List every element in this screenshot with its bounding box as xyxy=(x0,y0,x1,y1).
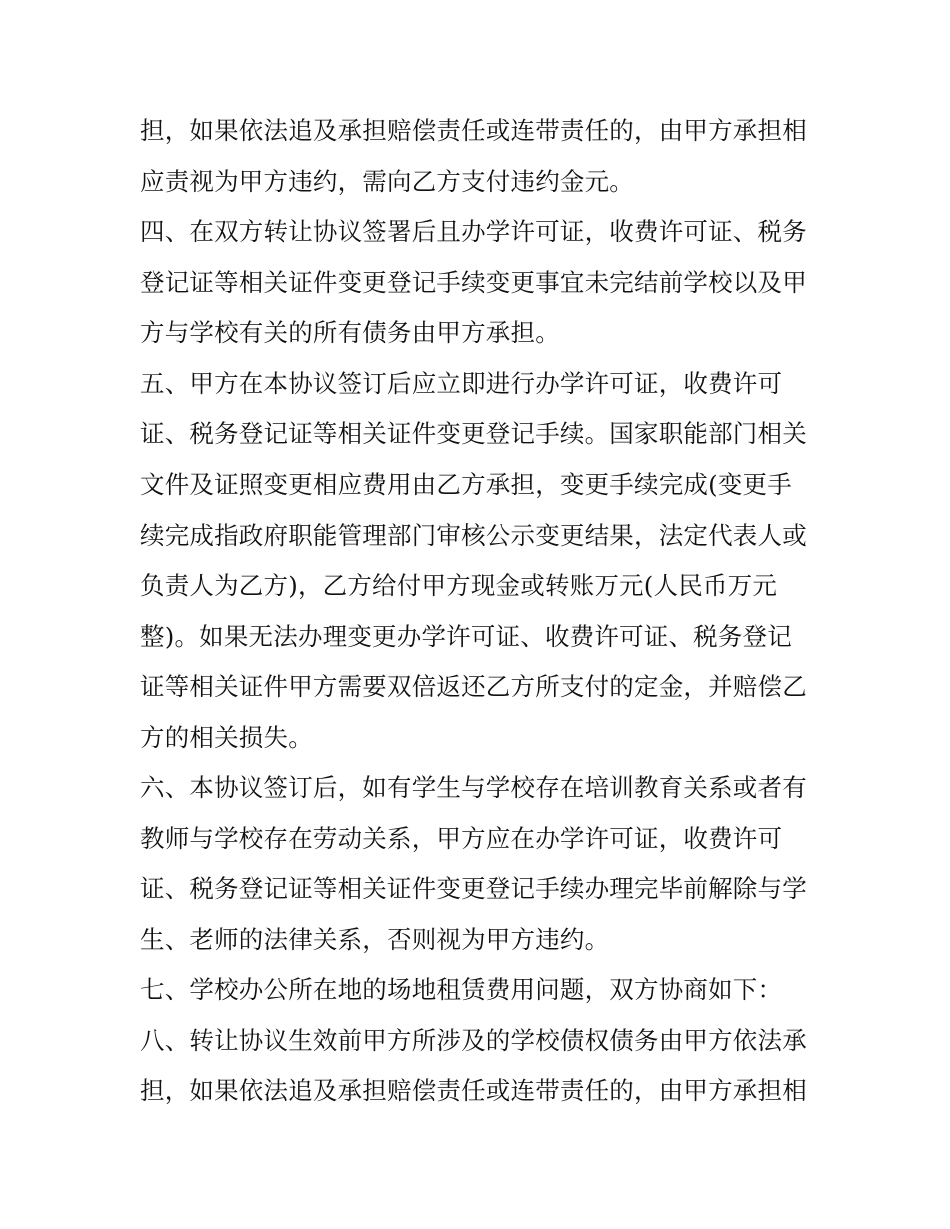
text-line: 证、税务登记证等相关证件变更登记手续。国家职能部门相关 xyxy=(140,419,807,448)
text-line: 证等相关证件甲方需要双倍返还乙方所支付的定金，并赔偿乙 xyxy=(140,672,807,701)
text-line: 五、甲方在本协议签订后应立即进行办学许可证，收费许可 xyxy=(140,369,783,398)
text-line: 担，如果依法追及承担赔偿责任或连带责任的，由甲方承担相 xyxy=(140,116,807,145)
text-line: 方与学校有关的所有债务由甲方承担。 xyxy=(140,318,560,347)
text-line: 四、在双方转让协议签署后且办学许可证，收费许可证、税务 xyxy=(140,217,807,246)
text-line: 续完成指政府职能管理部门审核公示变更结果，法定代表人或 xyxy=(140,521,807,550)
text-line: 整)。如果无法办理变更办学许可证、收费许可证、税务登记 xyxy=(140,622,792,651)
text-line: 登记证等相关证件变更登记手续变更事宜未完结前学校以及甲 xyxy=(140,268,807,297)
text-line: 生、老师的法律关系，否则视为甲方违约。 xyxy=(140,925,610,954)
text-line: 教师与学校存在劳动关系，甲方应在办学许可证，收费许可 xyxy=(140,824,783,853)
text-line: 应责视为甲方违约，需向乙方支付违约金元。 xyxy=(140,167,634,196)
text-line: 负责人为乙方)，乙方给付甲方现金或转账万元(人民币万元 xyxy=(140,571,778,600)
text-line: 担，如果依法追及承担赔偿责任或连带责任的，由甲方承担相 xyxy=(140,1076,807,1105)
text-line: 文件及证照变更相应费用由乙方承担，变更手续完成(变更手 xyxy=(140,470,792,499)
text-line: 七、学校办公所在地的场地租赁费用问题，双方协商如下： xyxy=(140,975,783,1004)
text-line: 方的相关损失。 xyxy=(140,723,313,752)
text-line: 八、转让协议生效前甲方所涉及的学校债权债务由甲方依法承 xyxy=(140,1026,807,1055)
text-line: 六、本协议签订后，如有学生与学校存在培训教育关系或者有 xyxy=(140,773,807,802)
text-line: 证、税务登记证等相关证件变更登记手续办理完毕前解除与学 xyxy=(140,874,807,903)
